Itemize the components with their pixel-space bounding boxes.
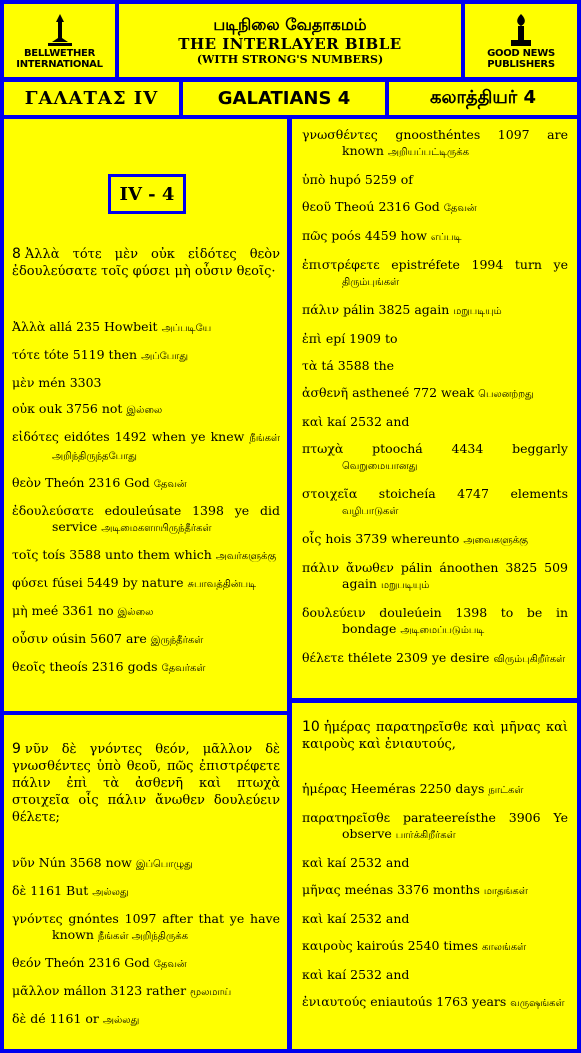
greek-word: θέλετε [302,650,344,665]
tamil-gloss: அப்படியே [161,323,212,334]
transliteration-gloss: ptoochá 4434 beggarly [372,441,568,456]
word-entry [12,983,280,1001]
word-entry [12,603,280,621]
greek-word: στοιχεῖα [302,486,358,501]
tamil-gloss: மாதங்கள் [483,886,528,897]
greek-word: μᾶλλον [12,983,60,998]
word-entry [12,883,280,901]
word-entry [12,401,280,419]
greek-word: ἐπιστρέφετε [302,257,380,272]
transliteration-gloss: epistréfete 1994 turn ye [391,257,568,272]
transliteration-gloss: stoicheía 4747 elements [378,486,568,501]
transliteration-gloss: gnóntes 1097 after that ye have known [52,911,280,942]
tamil-gloss: நீங்கள் அறிந்திருக்க [97,931,189,942]
greek-word: καὶ [302,967,324,982]
word-entry [302,650,568,668]
transliteration-gloss: meé 3361 no [31,603,114,618]
word-entry [302,810,568,844]
greek-word: καὶ [302,414,324,429]
transliteration-gloss: hupó 5259 of [329,172,413,187]
right-logo-text: GOOD NEWS PUBLISHERS [487,47,555,70]
greek-word: εἰδότες [12,429,59,444]
word-entry [302,199,568,217]
greek-word: φύσει [12,575,49,590]
word-entry [302,127,568,161]
greek-word: τότε [12,347,40,362]
greek-word: θεόν [12,955,42,970]
word-entry [302,560,568,594]
word-entry [12,659,280,677]
greek-word: οὖσιν [12,631,49,646]
greek-word: καιροὺς [302,938,353,953]
tamil-gloss: நாட்கள் [488,785,524,796]
word-entry [12,631,280,649]
tamil-gloss: மறுபடியும் [380,580,430,591]
greek-word: θεὸν [12,475,42,490]
bellwether-logo [4,4,115,77]
tamil-gloss: வெறுமையானது [342,461,418,472]
transliteration-gloss: tá 3588 the [321,358,395,373]
transliteration-gloss: Theón 2316 God [45,475,150,490]
tamil-gloss: அப்போது [141,351,189,362]
verse-greek-text: ἡμέρας παρατηρεῖσθε καὶ μῆνας καὶ καιροὺς καὶ ἐνιαυτούς, [302,720,568,752]
word-entry [302,486,568,520]
transliteration-gloss: fúsei 5449 by nature [52,575,184,590]
word-entry [302,994,568,1012]
tamil-gloss: திரும்புங்கள் [342,277,400,288]
transliteration-gloss: Theón 2316 God [45,955,150,970]
greek-word: μῆνας [302,882,341,897]
transliteration-gloss: theoís 2316 gods [49,659,158,674]
left-logo-text: BELLWETHER INTERNATIONAL [16,47,103,70]
tamil-gloss: அடிமைகளாயிருந்தீர்கள் [101,523,212,534]
greek-word: δουλεύειν [302,605,366,620]
greek-word: γνόντες [12,911,63,926]
greek-word: ὑπὸ [302,172,326,187]
tamil-gloss: அல்லது [102,1015,140,1026]
transliteration-gloss: kaí 2532 and [327,414,410,429]
tamil-gloss: எப்படி [430,232,462,243]
transliteration-gloss: mén 3303 [38,375,102,390]
lamp-logo-icon [40,12,80,48]
word-entry [12,319,280,337]
transliteration-gloss: poós 4459 how [331,228,427,243]
transliteration-gloss: meénas 3376 months [344,882,480,897]
transliteration-gloss: kaí 2532 and [327,911,410,926]
transliteration-gloss: pálin 3825 again [343,302,450,317]
tamil-gloss: வருஷங்கள் [510,998,565,1009]
verse-9-continued-word-list [302,127,568,679]
transliteration-gloss: tóte 5119 then [43,347,138,362]
verse-10-panel [292,703,577,1049]
tamil-gloss: இல்லை [126,405,163,416]
greek-word: δὲ [12,1011,27,1026]
transliteration-gloss: epí 1909 to [325,331,398,346]
transliteration-gloss: eidótes 1492 when ye knew [63,429,245,444]
title-english: THE INTERLAYER BIBLE [178,35,402,53]
tamil-gloss: அவர்களுக்கு [215,551,277,562]
word-entry [12,503,280,537]
word-entry [12,429,280,465]
transliteration-gloss: kaí 2532 and [327,855,410,870]
transliteration-gloss: parateereísthe 3906 Ye observe [342,810,568,841]
greek-word: Ἀλλὰ [12,319,46,334]
greek-word: καὶ [302,911,324,926]
book-title-english: GALATIANS 4 [183,82,385,115]
word-entry [302,302,568,320]
tamil-gloss: இல்லை [117,607,154,618]
word-entry [302,967,568,983]
greek-word: ἐπὶ [302,331,322,346]
verse-greek-text: Ἀλλὰ τότε μὲν οὐκ εἰδότες θεὸν ἐδουλεύσατε τοῖς φύσει μὴ οὖσιν θεοῖς· [12,247,280,279]
word-entry [302,414,568,430]
transliteration-gloss: oúsin 5607 are [52,631,147,646]
tamil-gloss: பெலனற்றது [478,389,534,400]
greek-word: νῦν [12,855,35,870]
transliteration-gloss: edouleúsate 1398 ye did service [52,503,280,534]
transliteration-gloss: Heeméras 2250 days [350,781,485,796]
verse-9-greek [12,741,280,826]
greek-word: τοῖς [12,547,39,562]
word-entry [302,882,568,900]
transliteration-gloss: 1161 But [30,883,89,898]
verse-number: 10 [302,719,320,735]
verse-10-word-list [302,781,568,1023]
verse-9-word-list [12,855,280,1039]
transliteration-gloss: thélete 2309 ye desire [347,650,490,665]
book-title-tamil: கலாத்தியர் 4 [389,82,577,115]
greek-word: καὶ [302,855,324,870]
greek-word: πῶς [302,228,328,243]
tamil-gloss: அல்லது [92,887,129,898]
tamil-gloss: மறுபடியும் [453,306,502,317]
transliteration-gloss: hois 3739 whereunto [325,531,460,546]
word-entry [12,347,280,365]
word-entry [302,531,568,549]
title-box [119,4,461,77]
book-title-greek: ΓΑΛΑΤΑΣ IV [4,82,179,115]
word-entry [302,172,568,188]
word-entry [302,331,568,347]
greek-word: παρατηρεῖσθε [302,810,391,825]
greek-word: μὴ [12,603,28,618]
greek-word: οὐκ [12,401,35,416]
word-entry [302,257,568,291]
word-entry [302,605,568,639]
transliteration-gloss: gnoosthéntes 1097 are known [342,127,568,158]
tamil-gloss: விரும்புகிறீர்கள் [493,654,566,665]
tamil-gloss: நீங்கள் அறிந்திருந்தபோது [52,433,280,462]
transliteration-gloss: kaí 2532 and [327,967,410,982]
title-tamil: படிநிலை வேதாகமம் [213,15,367,34]
greek-word: μὲν [12,375,35,390]
word-entry [302,441,568,475]
transliteration-gloss: dé 1161 or [30,1011,99,1026]
word-entry [12,1011,280,1029]
verse-number: 8 [12,246,21,262]
tamil-gloss: பார்க்கிறீர்கள் [395,830,456,841]
greek-word: πάλιν ἄνωθεν [302,560,394,575]
greek-word: πάλιν [302,302,340,317]
greek-word: θεοῖς [12,659,46,674]
tamil-gloss: இருந்தீர்கள் [150,635,204,646]
verse-10-greek [302,719,568,753]
word-entry [302,938,568,956]
greek-word: πτωχὰ [302,441,344,456]
word-entry [12,375,280,391]
tamil-gloss: அடிமைப்படும்படி [400,625,485,636]
transliteration-gloss: toís 3588 unto them which [42,547,212,562]
tamil-gloss: காலங்கள் [482,942,527,953]
torch-logo-icon [501,12,541,48]
tamil-gloss: தேவன் [153,479,187,490]
word-entry [302,781,568,799]
tamil-gloss: வழிபாடுகள் [342,506,399,517]
word-entry [302,911,568,927]
verse-8-panel [4,119,287,711]
transliteration-gloss: Theoú 2316 God [335,199,440,214]
word-entry [12,547,280,565]
transliteration-gloss: ouk 3756 not [38,401,123,416]
transliteration-gloss: douleúein 1398 to be in bondage [342,605,568,636]
word-entry [12,855,280,873]
transliteration-gloss: Nún 3568 now [38,855,132,870]
tamil-gloss: தேவன் [153,959,187,970]
verse-9-panel [4,715,287,1049]
verse-number: 9 [12,741,21,757]
greek-word: ἐδουλεύσατε [12,503,94,518]
transliteration-gloss: allá 235 Howbeit [49,319,158,334]
good-news-logo [465,4,577,77]
tamil-gloss: தேவன் [443,203,477,214]
transliteration-gloss: eniautoús 1763 years [370,994,507,1009]
verse-8-greek [12,246,280,280]
tamil-gloss: அவைகளுக்கு [463,535,528,546]
greek-word: γνωσθέντες [302,127,378,142]
transliteration-gloss: kairoús 2540 times [356,938,479,953]
word-entry [12,575,280,593]
greek-word: δὲ [12,883,27,898]
greek-word: οἷς [302,531,322,546]
transliteration-gloss: astheneé 772 weak [352,385,475,400]
verse-greek-text: νῦν δὲ γνόντες θεόν, μᾶλλον δὲ γνωσθέντες ὑπὸ θεοῦ, πῶς ἐπιστρέφετε πάλιν ἐπὶ τὰ ἀσθενῆ καὶ πτωχὰ στοιχεῖα οἷς πάλιν ἄνωθεν δουλεύειν θέλετε; [12,742,280,825]
verse-8-word-list [12,319,280,687]
greek-word: θεοῦ [302,199,332,214]
verse-9-continued-panel [292,119,577,698]
chapter-badge: IV - 4 [108,174,186,214]
tamil-gloss: சுபாவத்தின்படி [187,579,257,590]
word-entry [12,475,280,493]
word-entry [302,855,568,871]
transliteration-gloss: mállon 3123 rather [63,983,187,998]
tamil-gloss: தேவர்கள் [161,663,206,674]
transliteration-gloss: pálin ánoothen 3825 509 again [342,560,568,591]
subtitle: (WITH STRONG'S NUMBERS) [196,53,384,66]
tamil-gloss: அறியப்பட்டிருக்க [387,147,470,158]
word-entry [302,385,568,403]
greek-word: τὰ [302,358,318,373]
tamil-gloss: இப்பொழுது [135,859,193,870]
word-entry [302,358,568,374]
word-entry [12,911,280,945]
word-entry [302,228,568,246]
greek-word: ἐνιαυτούς [302,994,367,1009]
greek-word: ἡμέρας [302,781,347,796]
greek-word: ἀσθενῆ [302,385,349,400]
tamil-gloss: மூலமாய் [190,987,232,998]
word-entry [12,955,280,973]
